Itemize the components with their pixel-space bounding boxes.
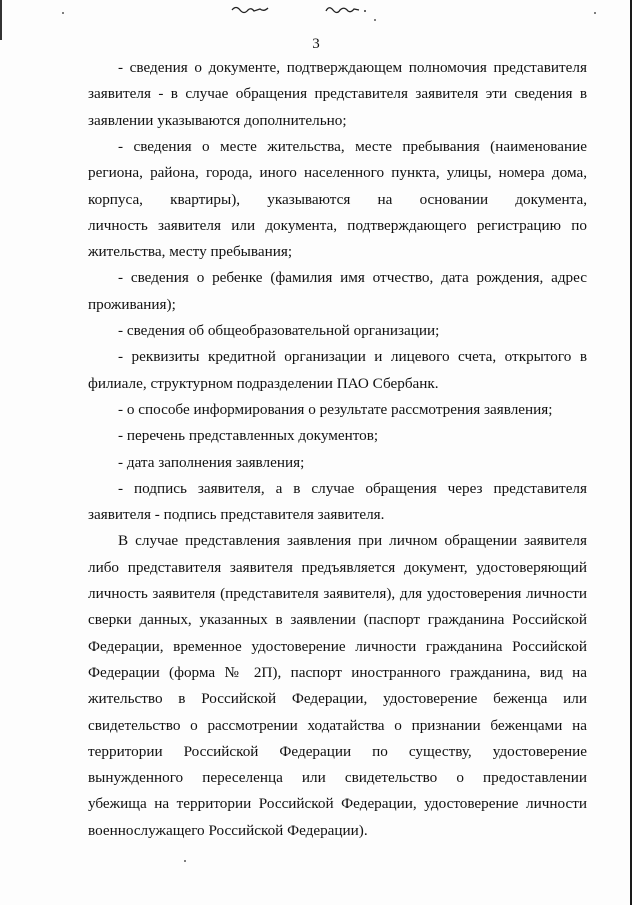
text-line: - перечень представленных документов;: [118, 427, 379, 445]
text-line: жительство в Российской Федерации, удостоверение беженца или: [88, 690, 587, 708]
text-line: Федерации (форма № 2П), паспорт иностранного гражданина, вид на: [88, 663, 587, 681]
text-line: Федерации, временное удостоверение личности гражданина Российской: [88, 637, 587, 655]
text-line: сверки данных, указанных в заявлении (паспорт гражданина Российской: [88, 611, 587, 629]
text-line: территории Российской Федерации по существу, удостоверение: [88, 742, 587, 760]
text-line: - дата заполнения заявления;: [118, 453, 305, 471]
text-line: заявлении указываются дополнительно;: [88, 111, 347, 129]
text-line: заявителя - подпись представителя заявителя.: [88, 506, 385, 524]
text-line: - о способе информирования о результате рассмотрения заявления;: [118, 400, 553, 418]
scan-speck: [594, 12, 596, 14]
scan-speck: [62, 12, 64, 14]
text-line: корпуса, квартиры), указываются на основании документа,: [88, 190, 587, 208]
text-line: - подпись заявителя, а в случае обращения через представителя: [118, 479, 587, 497]
text-line: проживания);: [88, 295, 176, 313]
text-line: либо представителя заявителя предъявляется документ, удостоверяющий: [88, 558, 587, 576]
text-line: - сведения о месте жительства, месте пребывания (наименование: [118, 137, 587, 155]
scan-edge-left: [0, 0, 2, 40]
text-line: вынужденного переселенца или свидетельство о предоставлении: [88, 769, 587, 787]
scan-speck: [374, 19, 376, 21]
text-line: филиале, структурном подразделении ПАО Сбербанк.: [88, 374, 439, 392]
text-line: личность заявителя или документа, подтверждающего регистрацию по: [88, 216, 587, 234]
text-line: военнослужащего Российской Федерации).: [88, 821, 368, 839]
text-line: В случае представления заявления при личном обращении заявителя: [118, 532, 587, 550]
text-line: личность заявителя (представителя заявителя), для удостоверения личности: [88, 585, 587, 602]
text-line: жительства, месту пребывания;: [88, 243, 293, 261]
scan-speck: [184, 860, 186, 862]
handwritten-marks: [230, 2, 380, 16]
text-line: - сведения об общеобразовательной организации;: [118, 322, 440, 339]
text-line: - сведения о документе, подтверждающем полномочия представителя: [118, 59, 587, 76]
text-line: убежища на территории Российской Федерации, удостоверение личности: [88, 795, 587, 813]
text-line: - реквизиты кредитной организации и лицевого счета, открытого в: [118, 348, 587, 366]
text-line: региона, района, города, иного населенного пункта, улицы, номера дома,: [88, 164, 587, 182]
text-line: заявителя - в случае обращения представителя заявителя эти сведения в: [88, 85, 587, 103]
text-line: - сведения о ребенке (фамилия имя отчество, дата рождения, адрес: [118, 269, 587, 287]
text-line: свидетельство о рассмотрении ходатайства о признании беженцами на: [88, 716, 587, 734]
page-number: 3: [312, 36, 320, 52]
